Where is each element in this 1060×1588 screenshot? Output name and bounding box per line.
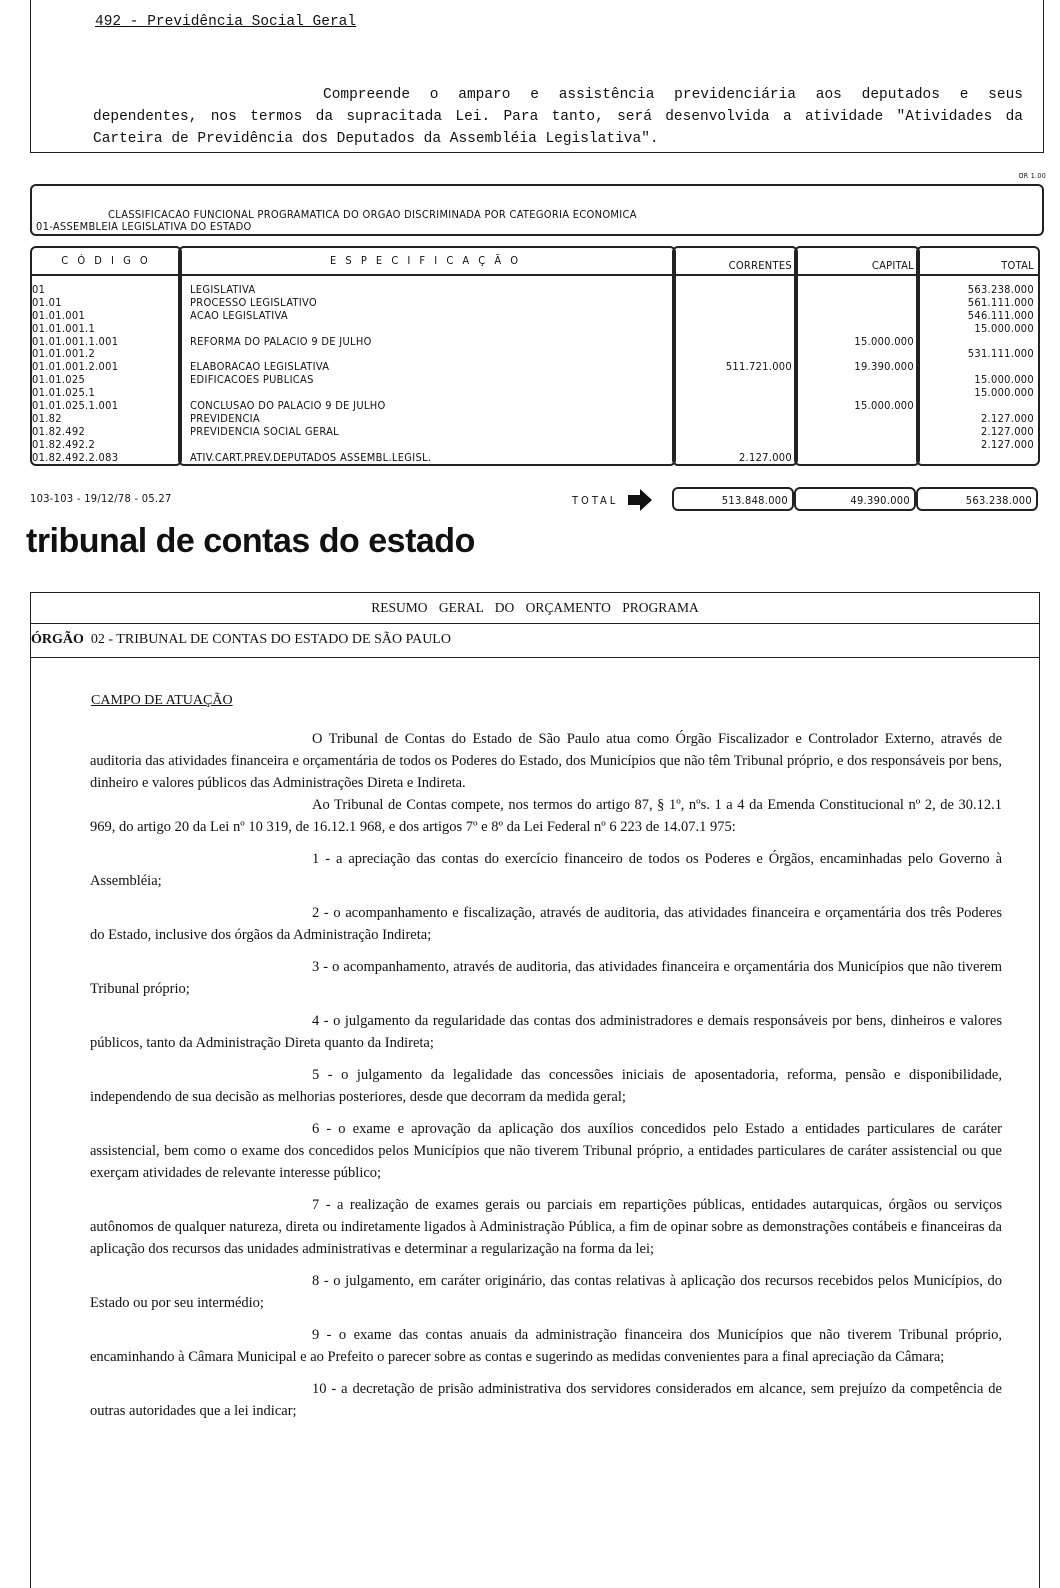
cell-codigo: 01.01.001.1.001 (32, 334, 119, 348)
section-heading: tribunal de contas do estado (26, 522, 475, 560)
cell-correntes: 511.721.000 (725, 360, 792, 374)
arrow-right-icon (628, 489, 652, 511)
cell-total: 2.127.000 (980, 411, 1034, 425)
cell-capital (796, 426, 914, 439)
cell-codigo: 01.01.025.1 (32, 386, 96, 400)
classification-box (30, 184, 1044, 236)
paragraph-text: Ao Tribunal de Contas compete, nos termos do artigo 87, § 1º, nºs. 1 a 4 da Emenda Constitucional nº 2, de 30.12.1 969, do artigo 20 da Lei nº 10 319, de 16.12.1 968, e dos artigos 7º e 8º da Lei Federal nº 6 223 de 14.07.1 975: (90, 797, 1002, 835)
resumo-paragraph (90, 1378, 1002, 1422)
paragraph-text: 10 - a decretação de prisão administrativa dos servidores considerados em alcance, sem prejuízo da competência de outras autoridades que a lei indicar; (90, 1381, 1002, 1419)
previdencia-section (30, 0, 1044, 153)
cell-capital (796, 284, 914, 297)
cell-total: 563.238.000 (967, 283, 1034, 296)
cell-espec: ELABORACAO LEGISLATIVA (190, 360, 330, 374)
resumo-paragraph (90, 1194, 1002, 1260)
codigo-cells (32, 284, 180, 464)
resumo-paragraph (90, 794, 1002, 838)
cell-correntes (674, 413, 792, 426)
cell-espec: ATIV.CART.PREV.DEPUTADOS ASSEMBL.LEGISL. (190, 450, 432, 464)
cell-codigo: 01.01.025.1.001 (32, 399, 119, 413)
correntes-column (672, 246, 798, 466)
total-capital: 49.390.000 (794, 487, 916, 511)
cell-espec: CONCLUSAO DO PALACIO 9 DE JULHO (190, 399, 386, 413)
cell-total: 15.000.000 (974, 373, 1034, 387)
cell-capital (796, 374, 914, 387)
cell-codigo: 01.01.001.1 (32, 321, 96, 335)
cell-total: 2.127.000 (980, 437, 1034, 451)
total-header: TOTAL (918, 248, 1038, 276)
cell-espec: PREVIDENCIA (190, 411, 260, 425)
total-correntes: 513.848.000 (672, 487, 794, 511)
cell-correntes (674, 426, 792, 439)
resumo-title: RESUMO GERAL DO ORÇAMENTO PROGRAMA (31, 593, 1039, 624)
resumo-paragraph (90, 728, 1002, 794)
cell-capital (796, 323, 914, 336)
paragraph-text: 1 - a apreciação das contas do exercício financeiro de todos os Poderes e Órgãos, encaminhadas pelo Governo à Assembléia; (90, 851, 1002, 889)
cell-codigo: 01.82.492 (32, 424, 86, 438)
section-title: 492 - Previdência Social Geral (95, 14, 357, 30)
cell-espec: ACAO LEGISLATIVA (190, 308, 288, 322)
cell-codigo: 01.01.001.2.001 (32, 360, 119, 374)
codigo-header: C Ó D I G O (32, 248, 180, 276)
cell-correntes (674, 323, 792, 336)
paragraph-text: 7 - a realização de exames gerais ou parciais em repartições públicas, entidades autarquicas, órgãos ou serviços autônomos de qualquer natureza, direta ou indiretamente ligados à Administração Pública, a fim de opinar sobre as demonstrações contábeis e financeiras da aplicação dos recursos das unidades administrativas e determinar a regularização na forma da lei; (90, 1197, 1002, 1257)
especificacao-column (178, 246, 676, 466)
cell-capital: 15.000.000 (854, 334, 914, 348)
especificacao-cells (180, 284, 674, 464)
codigo-column (30, 246, 182, 466)
resumo-paragraph (90, 1010, 1002, 1054)
cell-espec: PROCESSO LEGISLATIVO (190, 295, 317, 309)
resumo-paragraph (90, 848, 1002, 892)
paragraph-text: 8 - o julgamento, em caráter originário, das contas relativas à aplicação dos recursos recebidos pelos Municípios, do Estado ou por seu intermédio; (90, 1273, 1002, 1311)
cell-espec (190, 323, 674, 336)
classification-orgao: 01-ASSEMBLEIA LEGISLATIVA DO ESTADO (36, 220, 252, 233)
cell-capital (796, 297, 914, 310)
classification-title: CLASSIFICACAO FUNCIONAL PROGRAMATICA DO ORGAO DISCRIMINADA POR CATEGORIA ECONOMICA (108, 208, 637, 221)
total-total: 563.238.000 (916, 487, 1038, 511)
cell-codigo: 01.01.001.2 (32, 347, 96, 361)
cell-correntes (674, 387, 792, 400)
cell-codigo: 01.82 (32, 411, 62, 425)
total-column (916, 246, 1040, 466)
cell-total: 561.111.000 (967, 295, 1034, 309)
resumo-paragraph (90, 956, 1002, 1000)
paragraph-text: 9 - o exame das contas anuais da administração financeira dos Municípios que não tiverem Tribunal próprio, encaminhando à Câmara Municipal e ao Prefeito o parecer sobre as contas e sugerindo as medidas convenientes para a final apreciação da Câmara; (90, 1327, 1002, 1365)
cell-correntes (674, 310, 792, 323)
paragraph-text: 5 - o julgamento da legalidade das concessões iniciais de aposentadoria, reforma, pensão e disponibilidade, independendo de sua decisão as melhorias posteriores, desde que decorram da medida geral; (90, 1067, 1002, 1105)
cell-espec: PREVIDENCIA SOCIAL GERAL (190, 424, 339, 438)
cell-capital (796, 310, 914, 323)
cell-total: 15.000.000 (974, 386, 1034, 400)
resumo-paragraph (90, 1270, 1002, 1314)
cell-espec: REFORMA DO PALACIO 9 DE JULHO (190, 334, 372, 348)
cell-espec: EDIFICACOES PUBLICAS (190, 373, 314, 387)
total-cells (918, 284, 1038, 464)
orgao-name: 02 - TRIBUNAL DE CONTAS DO ESTADO DE SÃO PAULO (90, 632, 451, 647)
resumo-paragraph (90, 902, 1002, 946)
capital-column (794, 246, 920, 466)
cell-correntes (674, 400, 792, 413)
form-code: OR 1.00 (1018, 172, 1046, 180)
resumo-paragraph (90, 1118, 1002, 1184)
cell-codigo: 01 (32, 283, 46, 296)
cell-total: 15.000.000 (974, 321, 1034, 335)
cell-total (918, 400, 1034, 413)
correntes-header: CORRENTES (674, 248, 796, 276)
cell-codigo: 01.82.492.2 (32, 437, 96, 451)
cell-codigo: 01.01.001 (32, 308, 86, 322)
budget-table (30, 246, 1040, 466)
cell-capital (796, 413, 914, 426)
footer-reference: 103-103 - 19/12/78 - 05.27 (30, 492, 172, 505)
resumo-body (90, 728, 1002, 1432)
orgao-label: ÓRGÃO (31, 632, 84, 647)
total-label: TOTAL (572, 494, 619, 507)
resumo-paragraph (90, 1064, 1002, 1108)
cell-codigo: 01.01.025 (32, 373, 86, 387)
cell-total: 531.111.000 (967, 347, 1034, 361)
especificacao-header: E S P E C I F I C A Ç Ã O (180, 248, 674, 276)
cell-capital (796, 439, 914, 452)
paragraph-text: Compreende o amparo e assistência previdenciária aos deputados e seus dependentes, nos termos da supracitada Lei. Para tanto, será desenvolvida a atividade "Atividades da Carteira de Previdência dos Deputados da Assembléia Legislativa". (93, 87, 1023, 147)
cell-codigo: 01.01 (32, 295, 62, 309)
paragraph-text: 6 - o exame e aprovação da aplicação dos auxílios concedidos pelo Estado a entidades particulares de caráter assistencial, bem como o exame dos concedidos pelos Municípios que não tiverem Tribunal próprio, a entidades particulares de caráter assistencial ou que exerçam atividades de relevante interesse público; (90, 1121, 1002, 1181)
capital-header: CAPITAL (796, 248, 918, 276)
cell-capital: 15.000.000 (854, 399, 914, 413)
paragraph-text: 2 - o acompanhamento e fiscalização, através de auditoria, das atividades financeira e orçamentária dos três Poderes do Estado, inclusive dos órgãos da Administração Indireta; (90, 905, 1002, 943)
section-paragraph (93, 84, 1023, 150)
orgao-row (31, 623, 1039, 658)
cell-total (918, 452, 1034, 465)
cell-codigo: 01.82.492.2.083 (32, 450, 119, 464)
paragraph-text: O Tribunal de Contas do Estado de São Paulo atua como Órgão Fiscalizador e Controlador Externo, através de auditoria das atividades financeira e orçamentária de todos os Poderes do Estado, dos Municípios que não têm Tribunal próprio, e dos responsáveis por bens, dinheiro e valores públicos das Administrações Direta e Indireta. (90, 731, 1002, 791)
cell-correntes (674, 297, 792, 310)
cell-correntes (674, 439, 792, 452)
correntes-cells (674, 284, 796, 464)
cell-capital: 19.390.000 (854, 360, 914, 374)
cell-correntes (674, 374, 792, 387)
cell-espec (190, 439, 674, 452)
cell-correntes (674, 284, 792, 297)
resumo-paragraph (90, 1324, 1002, 1368)
cell-total: 546.111.000 (967, 308, 1034, 322)
paragraph-text: 4 - o julgamento da regularidade das contas dos administradores e demais responsáveis por bens, dinheiros e valores públicos, tanto da Administração Direta quanto da Indireta; (90, 1013, 1002, 1051)
capital-cells (796, 284, 918, 464)
cell-capital (796, 452, 914, 465)
cell-correntes (674, 336, 792, 349)
cell-espec: LEGISLATIVA (190, 283, 256, 296)
cell-total: 2.127.000 (980, 424, 1034, 438)
cell-correntes: 2.127.000 (738, 450, 792, 464)
paragraph-text: 3 - o acompanhamento, através de auditoria, das atividades financeira e orçamentária dos Municípios que não tiverem Tribunal próprio; (90, 959, 1002, 997)
campo-heading: CAMPO DE ATUAÇÃO (91, 693, 233, 708)
